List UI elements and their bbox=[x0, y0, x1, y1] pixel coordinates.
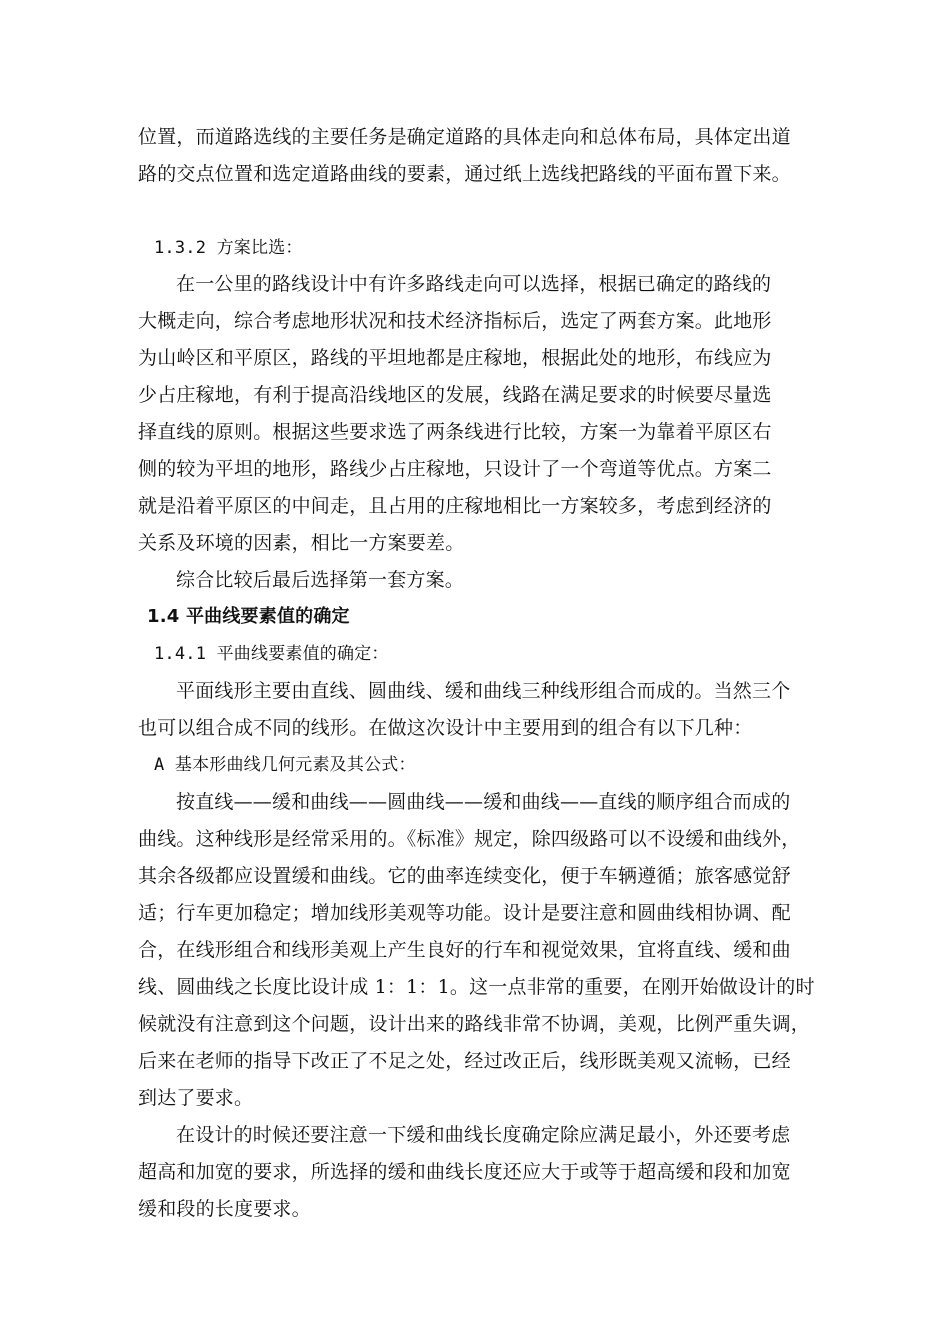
body-line-25: 缓和段的长度要求。 bbox=[138, 1198, 311, 1220]
body-line-14: 按直线——缓和曲线——圆曲线——缓和曲线——直线的顺序组合而成的 bbox=[176, 791, 791, 813]
body-line-13: 也可以组合成不同的线形。在做这次设计中主要用到的组合有以下几种： bbox=[138, 717, 753, 739]
body-line-17: 适；行车更加稳定；增加线形美观等功能。设计是要注意和圆曲线相协调、配 bbox=[138, 902, 791, 924]
body-line-11: 综合比较后最后选择第一套方案。 bbox=[176, 569, 465, 591]
body-line-22: 到达了要求。 bbox=[138, 1087, 254, 1109]
body-line-9: 就是沿着平原区的中间走，且占用的庄稼地相比一方案较多，考虑到经济的 bbox=[138, 495, 772, 517]
section-heading-1-3-2: 1.3.2 方案比选： bbox=[154, 238, 303, 258]
subheading-a: A 基本形曲线几何元素及其公式： bbox=[154, 755, 416, 775]
body-line-24: 超高和加宽的要求，所选择的缓和曲线长度还应大于或等于超高缓和段和加宽 bbox=[138, 1161, 791, 1183]
body-line-20: 候就没有注意到这个问题，设计出来的路线非常不协调，美观，比例严重失调， bbox=[138, 1013, 811, 1035]
body-line-18: 合，在线形组合和线形美观上产生良好的行车和视觉效果，宜将直线、缓和曲 bbox=[138, 939, 791, 961]
body-line-16: 其余各级都应设置缓和曲线。它的曲率连续变化，便于车辆遵循；旅客感觉舒 bbox=[138, 865, 791, 887]
body-line-8: 侧的较为平坦的地形，路线少占庄稼地，只设计了一个弯道等优点。方案二 bbox=[138, 458, 772, 480]
body-line-2: 路的交点位置和选定道路曲线的要素，通过纸上选线把路线的平面布置下来。 bbox=[138, 163, 791, 185]
body-line-5: 为山岭区和平原区，路线的平坦地都是庄稼地，根据此处的地形，布线应为 bbox=[138, 347, 772, 369]
body-line-3: 在一公里的路线设计中有许多路线走向可以选择，根据已确定的路线的 bbox=[176, 273, 772, 295]
body-line-19: 线、圆曲线之长度比设计成 1：1：1。这一点非常的重要，在刚开始做设计的时 bbox=[138, 976, 815, 998]
body-line-12: 平面线形主要由直线、圆曲线、缓和曲线三种线形组合而成的。当然三个 bbox=[176, 680, 791, 702]
section-heading-1-4-1: 1.4.1 平曲线要素值的确定： bbox=[154, 644, 389, 664]
body-line-10: 关系及环境的因素，相比一方案要差。 bbox=[138, 532, 465, 554]
body-line-6: 少占庄稼地，有利于提高沿线地区的发展，线路在满足要求的时候要尽量选 bbox=[138, 384, 772, 406]
body-line-4: 大概走向，综合考虑地形状况和技术经济指标后，选定了两套方案。此地形 bbox=[138, 310, 772, 332]
body-line-23: 在设计的时候还要注意一下缓和曲线长度确定除应满足最小，外还要考虑 bbox=[176, 1124, 791, 1146]
body-line-7: 择直线的原则。根据这些要求选了两条线进行比较，方案一为靠着平原区右 bbox=[138, 421, 772, 443]
body-line-15: 曲线。这种线形是经常采用的。《标准》规定，除四级路可以不设缓和曲线外， bbox=[138, 828, 801, 850]
section-heading-1-4: 1.4 平曲线要素值的确定 bbox=[147, 606, 350, 627]
body-line-21: 后来在老师的指导下改正了不足之处，经过改正后，线形既美观又流畅，已经 bbox=[138, 1050, 791, 1072]
body-line-1: 位置，而道路选线的主要任务是确定道路的具体走向和总体布局，具体定出道 bbox=[138, 126, 791, 148]
